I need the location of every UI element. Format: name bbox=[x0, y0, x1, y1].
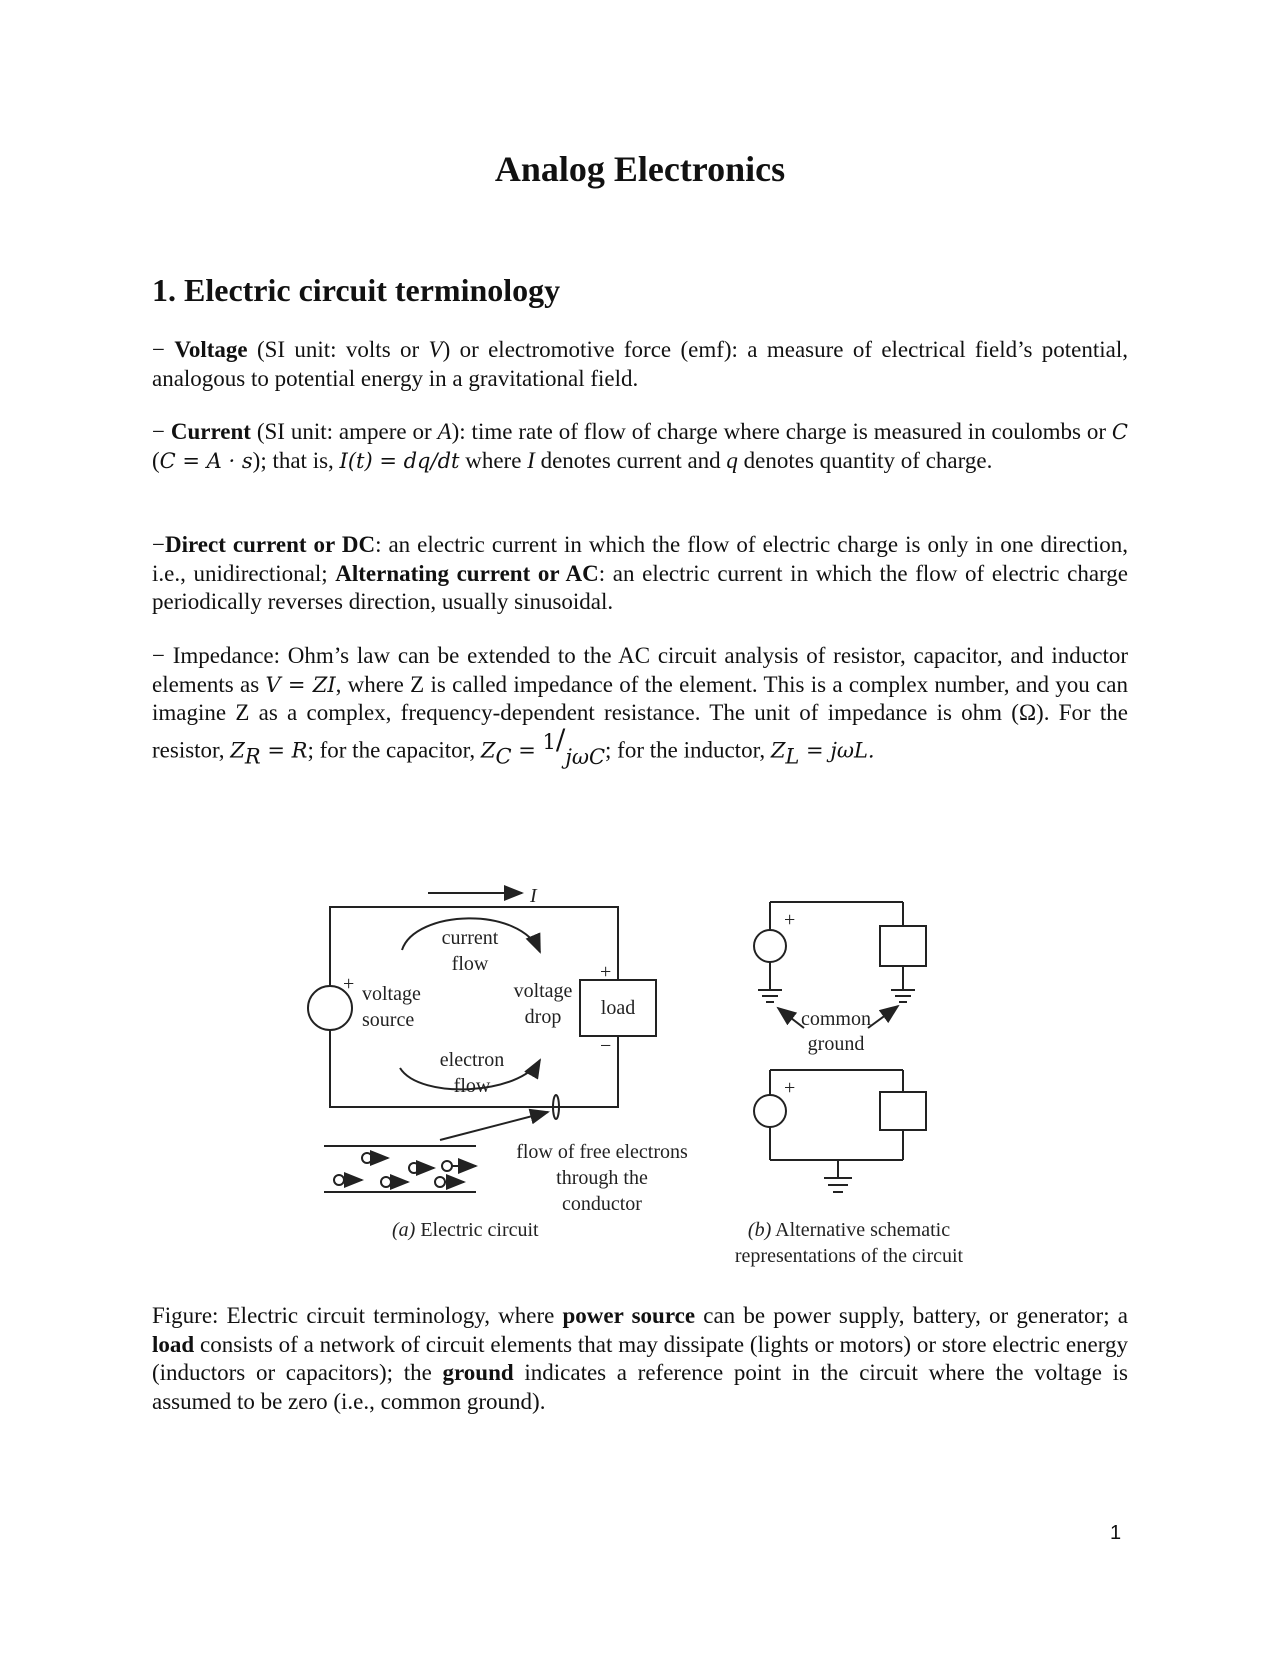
dash: − bbox=[152, 419, 171, 444]
term-dc: Direct current or DC bbox=[164, 532, 376, 557]
text: indicates a reference point in the circuit where the voltage is assumed to be zero (i.e., common ground). bbox=[152, 1360, 1128, 1414]
math-zr-sub: R bbox=[244, 743, 261, 768]
free-electrons-label-line1: flow of free electrons bbox=[516, 1141, 688, 1163]
section-heading: 1. Electric circuit terminology bbox=[152, 272, 561, 308]
schematic-load-bottom bbox=[880, 1092, 926, 1130]
term-current: Current bbox=[170, 419, 251, 444]
ground-pointer-right bbox=[868, 1006, 898, 1028]
caption-a-letter: (a) bbox=[392, 1219, 416, 1241]
text: ); that is, bbox=[252, 447, 340, 473]
caption-b-text: Alternative schematic bbox=[771, 1219, 951, 1241]
term-ac: Alternating current or AC bbox=[335, 560, 599, 586]
load-plus-sign: + bbox=[600, 961, 612, 983]
text: can be power supply, battery, or generator; a bbox=[695, 1303, 1128, 1328]
load-label: load bbox=[600, 997, 636, 1019]
text: (SI unit: ampere or bbox=[250, 419, 438, 444]
math-zc-denominator: jωC bbox=[565, 745, 606, 770]
math-zc-equals: = bbox=[511, 738, 543, 763]
free-electrons-label-line2: through the bbox=[556, 1167, 648, 1189]
schematic-source-top bbox=[754, 930, 786, 962]
paragraph-impedance bbox=[152, 642, 1128, 770]
term-load: load bbox=[152, 1331, 195, 1357]
text: ): time rate of flow of charge where charge is measured in coulombs or bbox=[451, 419, 1112, 444]
schematic-plus-bottom: + bbox=[784, 1077, 796, 1099]
voltage-source-label-line1: voltage bbox=[362, 983, 421, 1005]
circuit-figure bbox=[0, 870, 1280, 1270]
page-number: 1 bbox=[1110, 1522, 1122, 1544]
math-coulomb-equation: C = A · s bbox=[159, 448, 253, 473]
paragraph-current bbox=[152, 418, 1128, 475]
math-coulomb: C bbox=[1111, 420, 1128, 444]
paragraph-dc-ac bbox=[152, 531, 1128, 617]
text: ) or electromotive force (emf): a measure of electrical field’s potential, analogous to potential energy in a gravitational field. bbox=[152, 337, 1128, 391]
source-plus-sign: + bbox=[343, 973, 355, 995]
math-zc-slash: / bbox=[555, 723, 566, 757]
text: : an electric current in which the flow of electric charge periodically reverses direction, usually sinusoidal. bbox=[152, 560, 1129, 614]
text: denotes current and bbox=[534, 447, 727, 473]
text: Figure: Electric circuit terminology, where bbox=[152, 1303, 563, 1328]
caption-a bbox=[392, 1219, 539, 1241]
schematic-source-bottom bbox=[754, 1095, 786, 1127]
free-electrons bbox=[334, 1153, 476, 1187]
math-zc: Z bbox=[480, 738, 496, 763]
common-ground-label-line2: ground bbox=[807, 1033, 865, 1055]
text: denotes quantity of charge. bbox=[737, 447, 993, 473]
text: (SI unit: volts or bbox=[247, 337, 429, 362]
math-zc-numerator: 1 bbox=[542, 729, 556, 754]
math-zc-sub: C bbox=[495, 743, 512, 768]
caption-a-text: Electric circuit bbox=[415, 1219, 539, 1241]
text: − Impedance: Ohm’s law can be extended to the AC circuit analysis of resistor, capacitor, and inductor elements as bbox=[152, 643, 1128, 697]
term-power-source: power source bbox=[562, 1303, 696, 1328]
schematic-load-top bbox=[880, 926, 926, 966]
text: where bbox=[459, 447, 528, 473]
math-zr-value: = R bbox=[260, 738, 308, 763]
figure-caption bbox=[152, 1302, 1128, 1416]
voltage-source-label-line2: source bbox=[362, 1009, 415, 1031]
symbol-i: I bbox=[527, 447, 535, 473]
text: : an electric current in which the flow of electric charge is only in one direction, i.e., unidirectional; bbox=[152, 532, 1128, 586]
text: ; for the capacitor, bbox=[307, 737, 481, 763]
math-zl: Z bbox=[770, 738, 786, 763]
paragraph-voltage bbox=[152, 336, 1128, 393]
current-flow-label-line1: current bbox=[441, 927, 499, 949]
term-ground: ground bbox=[442, 1360, 514, 1385]
math-zl-sub: L bbox=[785, 743, 800, 768]
free-electrons-label-line3: conductor bbox=[562, 1193, 642, 1215]
text: ; for the inductor, bbox=[605, 737, 771, 763]
unit-symbol: A bbox=[437, 419, 452, 444]
electron-flow-label-line1: electron bbox=[439, 1049, 505, 1071]
text: consists of a network of circuit elements that may dissipate (lights or motors) or store electric energy (inductors or capacitors); the bbox=[152, 1331, 1128, 1385]
current-symbol-label: I bbox=[530, 885, 537, 907]
math-zr: Z bbox=[230, 738, 245, 763]
caption-b-line1 bbox=[748, 1219, 950, 1241]
term-voltage: Voltage bbox=[174, 337, 248, 362]
math-zl-value: = jωL. bbox=[799, 738, 875, 763]
text: , where Z is called impedance of the element. This is a complex number, and you can imagine Z as a complex, frequency-dependent resistance. The unit of impedance is ohm (Ω). For the resistor, bbox=[152, 671, 1129, 763]
unit-symbol: V bbox=[428, 337, 443, 362]
document-title: Analog Electronics bbox=[494, 149, 786, 189]
dash: − bbox=[152, 337, 175, 362]
current-flow-label-line2: flow bbox=[451, 953, 489, 975]
text: ( bbox=[152, 447, 160, 473]
math-current-formula: I(t) = dq/dt bbox=[339, 448, 460, 473]
math-ohm-law: V = ZI bbox=[265, 672, 336, 697]
load-minus-sign: − bbox=[600, 1035, 612, 1057]
voltage-drop-label-line2: drop bbox=[524, 1006, 562, 1028]
dash: − bbox=[152, 532, 165, 557]
schematic-plus-top: + bbox=[784, 909, 796, 931]
caption-b-letter: (b) bbox=[747, 1219, 772, 1241]
electron-flow-label-line2: flow bbox=[453, 1075, 491, 1097]
voltage-drop-label-line1: voltage bbox=[513, 980, 573, 1002]
caption-b-line2: representations of the circuit bbox=[734, 1245, 964, 1267]
common-ground-label-line1: common bbox=[801, 1008, 871, 1030]
pointer-arrow bbox=[440, 1112, 548, 1140]
symbol-q: q bbox=[726, 447, 738, 473]
